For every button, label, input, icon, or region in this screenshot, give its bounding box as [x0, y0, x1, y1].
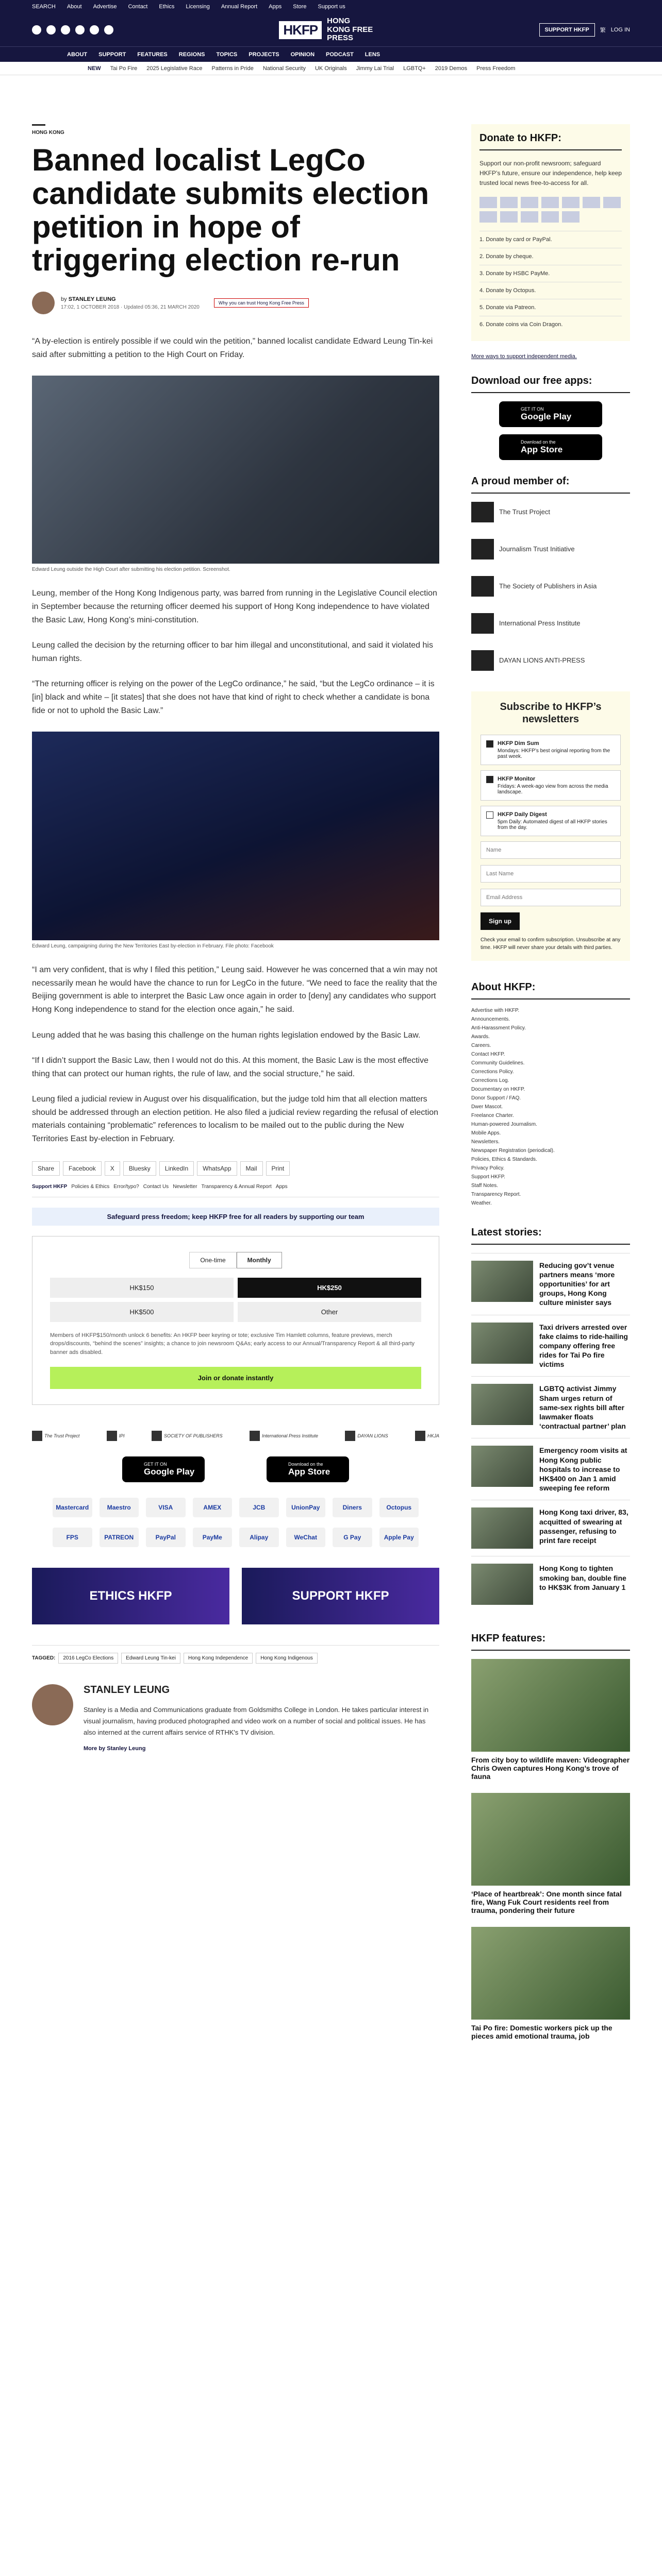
story-thumbnail[interactable]: [471, 1261, 533, 1302]
topbar-contact[interactable]: Contact: [128, 4, 148, 10]
about-item[interactable]: Donor Support / FAQ.: [471, 1095, 521, 1101]
trending-label: NEW: [88, 65, 101, 72]
member-trust-project[interactable]: [471, 502, 630, 522]
badge-small: GET IT ON: [521, 406, 544, 412]
about-item[interactable]: Announcements.: [471, 1016, 510, 1022]
tag[interactable]: Hong Kong Indigenous: [256, 1653, 318, 1664]
facebook-icon[interactable]: [32, 25, 41, 35]
paragraph: “If I didn’t support the Basic Law, then I would not do this. At this moment, the Basic Law is the most effective thing that can protect our human rights, the rule of law, and the social structure,” he said.: [32, 1056, 428, 1078]
trending-item[interactable]: Patterns in Pride: [211, 65, 254, 72]
app-store-badges: [32, 1456, 439, 1482]
about-item[interactable]: Human-powered Journalism.: [471, 1121, 537, 1127]
share-bluesky[interactable]: Bluesky: [123, 1161, 156, 1176]
apple-pay-icon[interactable]: Apple Pay: [379, 1528, 419, 1547]
youtube-icon[interactable]: [75, 25, 85, 35]
paragraph: “A by-election is entirely possible if we could win the petition,” banned localist candidate Edward Leung Tin-kei said after submitting a petition to the High Court on Friday.: [32, 337, 433, 359]
patreon-icon[interactable]: PATREON: [100, 1528, 139, 1547]
jti-logo: [471, 539, 494, 560]
error-link[interactable]: Error/typo?: [113, 1183, 139, 1190]
partner-label: DAYAN LIONS: [357, 1433, 388, 1439]
paragraph: Leung called the decision by the returning officer to bar him illegal and unconstitutional, and said it violated his human rights.: [32, 641, 433, 663]
story-title[interactable]: Emergency room visits at Hong Kong public hospitals to increase to HK$400 on Jan 1 amid sweeping fee reform: [539, 1446, 627, 1493]
photo-caption: Edward Leung outside the High Court after submitting his election petition. Screenshot.: [32, 567, 230, 573]
site-header: [0, 13, 662, 46]
amount-250[interactable]: HK$250: [238, 1278, 421, 1298]
badge-small: Download on the: [288, 1462, 323, 1467]
top-bar: [0, 0, 662, 13]
story-title[interactable]: Hong Kong taxi driver, 83, acquitted of swearing at passenger, refusing to print fare receipt: [539, 1508, 628, 1545]
story-thumbnail[interactable]: [471, 1323, 533, 1364]
member-sopa[interactable]: [471, 576, 630, 597]
visa-icon[interactable]: VISA: [146, 1498, 186, 1517]
topbar-about[interactable]: About: [67, 4, 82, 10]
latest-heading: Latest stories:: [471, 1227, 630, 1245]
story-title[interactable]: LGBTQ activist Jimmy Sham urges return of same-sex rights bill after lawmaker floats ‘contractual partner’ plan: [539, 1384, 626, 1431]
story-title[interactable]: Taxi drivers arrested over fake claims to ride-hailing company offering free rides for Tai Po fire victims: [539, 1323, 628, 1369]
feature-title[interactable]: ‘Place of heartbreak’: One month since fatal fire, Wang Fuk Court residents reel from trauma, pondering their future: [471, 1890, 622, 1915]
signup-button[interactable]: Sign up: [481, 912, 520, 930]
donate-method[interactable]: 5. Donate via Patreon.: [479, 299, 622, 316]
ipi-icon: [107, 1431, 117, 1441]
contact-link[interactable]: Contact Us: [143, 1183, 169, 1190]
about-item[interactable]: Support HKFP.: [471, 1174, 505, 1180]
donate-sidebox: [471, 124, 630, 341]
card-icon: [521, 197, 538, 208]
topbar-advertise[interactable]: Advertise: [93, 4, 117, 10]
topbar-store[interactable]: Store: [293, 4, 307, 10]
checkbox-checked-icon[interactable]: [486, 740, 493, 748]
partner-logos: [32, 1431, 439, 1441]
first-name-field[interactable]: Name: [481, 841, 621, 859]
option-title: HKFP Daily Digest: [498, 811, 547, 818]
latest-story[interactable]: [471, 1315, 630, 1377]
newsletter-option[interactable]: [481, 735, 621, 765]
support-hkfp-link[interactable]: Support HKFP: [32, 1183, 68, 1190]
option-title: HKFP Dim Sum: [498, 740, 539, 747]
frequency-toggle: [50, 1252, 421, 1268]
about-item[interactable]: Contact HKFP.: [471, 1051, 505, 1057]
paragraph: “I am very confident, that is why I filed this petition,” Leung said. However he was concerned that a win may not necessarily mean he would have the chance to run for LegCo in the future. “We need to face the reality that the Beijing government is able to interpret the Basic Law once again in order to [deny] any candidates who support Hong Kong independence to stand for the election once again,” he said.: [32, 965, 438, 1014]
card-icon: [583, 197, 600, 208]
nav-podcast[interactable]: PODCAST: [326, 51, 354, 58]
join-donate-button[interactable]: Join or donate instantly: [50, 1367, 421, 1389]
about-item[interactable]: Mobile Apps.: [471, 1130, 501, 1136]
trust-project-icon: [32, 1431, 42, 1441]
nav-about[interactable]: ABOUT: [67, 51, 88, 58]
trending-item[interactable]: Jimmy Lai Trial: [356, 65, 394, 72]
option-desc: 5pm Daily: Automated digest of all HKFP stories from the day.: [498, 819, 607, 831]
topbar-licensing[interactable]: Licensing: [186, 4, 210, 10]
support-button[interactable]: SUPPORT HKFP: [539, 23, 595, 37]
card-icon: [562, 197, 580, 208]
badge-small: GET IT ON: [144, 1462, 167, 1467]
member-label: The Society of Publishers in Asia: [499, 582, 597, 590]
main-nav: [0, 46, 662, 62]
tag[interactable]: Hong Kong Independence: [184, 1653, 253, 1664]
social-icons: [32, 25, 113, 35]
press-institute-icon: [250, 1431, 260, 1441]
about-item[interactable]: Advertise with HKFP.: [471, 1007, 520, 1013]
member-jti[interactable]: [471, 539, 630, 560]
newsletter-option[interactable]: [481, 806, 621, 836]
newsletter-option[interactable]: [481, 770, 621, 801]
sidebar: [471, 124, 630, 2053]
newsletter-box: [471, 691, 630, 961]
member-ipi[interactable]: [471, 613, 630, 634]
transparency-link[interactable]: Transparency & Annual Report: [201, 1183, 272, 1190]
author-box-avatar[interactable]: [32, 1684, 73, 1725]
share-label[interactable]: Share: [32, 1161, 60, 1176]
paragraph: Leung filed a judicial review in August over his disqualification, but the judge told him that all election matters should be addressed through an election petition. He also filed a judicial review regarding the refusal of election materials containing “problematic” references to localism to be mailed out to the public during the New Territories East by-election in February.: [32, 1095, 439, 1144]
photo-edward-leung-high-court: [32, 376, 439, 564]
member-list: [471, 502, 630, 671]
feature-image[interactable]: [471, 1927, 630, 2020]
header-actions: [539, 23, 630, 37]
features-heading: HKFP features:: [471, 1633, 630, 1651]
option-desc: Mondays: HKFP’s best original reporting from the past week.: [498, 748, 610, 759]
wechat-pay-icon[interactable]: WeChat: [286, 1528, 326, 1547]
unionpay-icon[interactable]: UnionPay: [286, 1498, 326, 1517]
about-item[interactable]: Dwer Mascot.: [471, 1104, 503, 1110]
trending-item[interactable]: National Security: [262, 65, 306, 72]
dayan-logo: [471, 650, 494, 671]
option-desc: Fridays: A week-ago view from across the media landscape.: [498, 783, 608, 795]
member-label: DAYAN LIONS ANTI-PRESS: [499, 656, 585, 665]
topbar-support[interactable]: Support us: [318, 4, 345, 10]
policies-link[interactable]: Policies & Ethics: [71, 1183, 110, 1190]
partner-label: International Press Institute: [261, 1433, 319, 1439]
tag[interactable]: Edward Leung Tin-kei: [121, 1653, 180, 1664]
instagram-icon[interactable]: [61, 25, 70, 35]
share-x[interactable]: X: [105, 1161, 120, 1176]
octopus-icon[interactable]: Octopus: [379, 1498, 419, 1517]
mastercard-icon[interactable]: Mastercard: [53, 1498, 92, 1517]
about-item[interactable]: Transparency Report.: [471, 1191, 521, 1197]
partner-label: SOCIETY OF PUBLISHERS: [163, 1433, 223, 1439]
donate-heading: Donate to HKFP:: [479, 132, 622, 150]
alipay-icon[interactable]: Alipay: [239, 1528, 279, 1547]
monthly-tab[interactable]: Monthly: [237, 1252, 282, 1268]
trending-item[interactable]: Press Freedom: [476, 65, 516, 72]
topbar-search[interactable]: SEARCH: [32, 4, 56, 10]
about-item[interactable]: Documentary on HKFP.: [471, 1086, 525, 1092]
latest-story[interactable]: [471, 1500, 630, 1556]
membership-note: Members of HKFP$150/month unlock 6 benefits: An HKFP beer keyring or tote; exclusive Tim Hamlett columns, feature previews, merch drops/discounts, “behind the scenes” insights; a chance to join newsroom Q&As; early access to our Annual/Transparency Report & all third-party banner ads disabled.: [50, 1332, 415, 1355]
x-icon[interactable]: [46, 25, 56, 35]
about-item[interactable]: Corrections Log.: [471, 1077, 509, 1083]
donate-method[interactable]: 6. Donate coins via Coin Dragon.: [479, 316, 622, 333]
tags-label: TAGGED:: [32, 1655, 56, 1662]
partner-label: HKJA: [427, 1433, 439, 1439]
about-item[interactable]: Privacy Policy.: [471, 1165, 505, 1171]
about-item[interactable]: Weather.: [471, 1200, 492, 1206]
topbar-apps[interactable]: Apps: [269, 4, 282, 10]
google-play-badge[interactable]: [122, 1456, 205, 1482]
story-thumbnail[interactable]: [471, 1446, 533, 1487]
donate-text: Support our non-profit newsroom; safeguard HKFP’s future, ensure our independence, help keep trusted local news free-to-access for all.: [479, 160, 622, 187]
about-item[interactable]: Policies, Ethics & Standards.: [471, 1156, 537, 1162]
author-name[interactable]: STANLEY LEUNG: [68, 296, 116, 302]
badge-small: Download on the: [521, 439, 556, 445]
paragraph: “The returning officer is relying on the power of the LegCo ordinance,” he said, “but the LegCo ordinance – it is [in] black and white – [it states] that she does not have that kind of right to check whether a candidate is bona fide or not to uphold the Basic Law.”: [32, 680, 435, 715]
feature-item[interactable]: [471, 1793, 630, 1914]
google-pay-icon[interactable]: G Pay: [333, 1528, 372, 1547]
sidebar-app-store-badge[interactable]: [499, 434, 602, 460]
jcb-icon[interactable]: JCB: [239, 1498, 279, 1517]
paragraph: Leung added that he was basing this challenge on the human rights legislation endowed by the Basic Law.: [32, 1030, 421, 1040]
partner-sopa[interactable]: [152, 1431, 223, 1441]
trending-item[interactable]: UK Originals: [315, 65, 347, 72]
option-title: HKFP Monitor: [498, 775, 536, 782]
ethics-banner[interactable]: ETHICS HKFP: [32, 1568, 229, 1624]
trending-bar: [0, 62, 662, 75]
about-item[interactable]: Newsletters.: [471, 1139, 500, 1145]
card-icon: [603, 197, 621, 208]
about-item[interactable]: Newspaper Registration (periodical).: [471, 1147, 555, 1154]
newsletter-heading: Subscribe to HKFP’s newsletters: [500, 701, 602, 725]
card-icon: [500, 197, 518, 208]
about-item[interactable]: Anti-Harassment Policy.: [471, 1025, 526, 1031]
trending-item[interactable]: LGBTQ+: [403, 65, 426, 72]
share-print[interactable]: Print: [266, 1161, 290, 1176]
sopa-logo: [471, 576, 494, 597]
story-title[interactable]: Reducing gov’t venue partners means ‘more opportunities’ for art groups, Hong Kong culture minister says: [539, 1261, 615, 1307]
byline: [32, 292, 439, 314]
nav-topics[interactable]: TOPICS: [216, 51, 238, 58]
payment-methods: [32, 1498, 439, 1547]
partner-dayan[interactable]: [345, 1431, 388, 1441]
nav-opinion[interactable]: OPINION: [290, 51, 315, 58]
card-icon: [541, 197, 559, 208]
card-icon: [479, 197, 497, 208]
partner-hkja[interactable]: [415, 1431, 439, 1441]
app-store-badge[interactable]: [267, 1456, 349, 1482]
card-icon: [500, 211, 518, 223]
sidebar-google-play-badge[interactable]: [499, 401, 602, 427]
article-dates: 17:02, 1 OCTOBER 2018 · Updated 05:36, 21 MARCH 2020: [61, 304, 200, 310]
about-list: [471, 1008, 630, 1206]
latest-story[interactable]: [471, 1376, 630, 1438]
latest-story[interactable]: [471, 1253, 630, 1315]
trust-project-logo: [471, 502, 494, 522]
author-box-name[interactable]: STANLEY LEUNG: [84, 1684, 170, 1696]
diners-icon[interactable]: Diners: [333, 1498, 372, 1517]
amount-500[interactable]: HK$500: [50, 1302, 234, 1322]
donate-method[interactable]: 3. Donate by HSBC PayMe.: [479, 265, 622, 282]
linkedin-icon[interactable]: [90, 25, 99, 35]
topbar-ethics[interactable]: Ethics: [159, 4, 175, 10]
threads-icon[interactable]: [104, 25, 113, 35]
amount-other[interactable]: Other: [238, 1302, 421, 1322]
feature-title[interactable]: Tai Po fire: Domestic workers pick up the pieces amid emotional trauma, job: [471, 2024, 613, 2041]
badge-big: Google Play: [521, 411, 572, 421]
card-icon: [521, 211, 538, 223]
maestro-icon[interactable]: Maestro: [100, 1498, 139, 1517]
card-icon: [479, 211, 497, 223]
member-heading: A proud member of:: [471, 476, 630, 494]
partner-label: IPI: [119, 1433, 125, 1439]
promo-banners: [32, 1568, 439, 1624]
latest-story[interactable]: [471, 1438, 630, 1500]
donate-method[interactable]: 1. Donate by card or PayPal.: [479, 231, 622, 248]
checkbox-checked-icon[interactable]: [486, 776, 493, 783]
member-dayan[interactable]: [471, 650, 630, 671]
member-label: The Trust Project: [499, 508, 550, 516]
safeguard-banner[interactable]: Safeguard press freedom; keep HKFP free for all readers by supporting our team: [32, 1208, 439, 1226]
kicker-divider: [32, 124, 45, 126]
member-label: Journalism Trust Initiative: [499, 545, 575, 553]
feature-image[interactable]: [471, 1659, 630, 1752]
badge-big: Google Play: [144, 1467, 195, 1477]
about-item[interactable]: Freelance Charter.: [471, 1112, 514, 1118]
article-main: [32, 124, 439, 2053]
feature-item[interactable]: [471, 1927, 630, 2040]
logo-text: HONG KONG FREE PRESS: [327, 16, 373, 43]
fps-icon[interactable]: FPS: [53, 1528, 92, 1547]
sopa-icon: [152, 1431, 162, 1441]
article-title: Banned localist LegCo candidate submits election petition in hope of triggering election re-run: [32, 143, 429, 278]
site-logo[interactable]: [279, 17, 373, 43]
payme-icon[interactable]: PayMe: [193, 1528, 233, 1547]
card-logos: [479, 197, 622, 223]
newsletter-note: Check your email to confirm subscription. Unsubscribe at any time. HKFP will never share your details with third parties.: [481, 937, 621, 951]
donate-method[interactable]: 4. Donate by Octopus.: [479, 282, 622, 299]
checkbox-icon[interactable]: [486, 811, 493, 819]
share-bar: [32, 1161, 439, 1176]
card-icon: [562, 211, 580, 223]
login-link[interactable]: LOG IN: [610, 27, 630, 33]
hkja-icon: [415, 1431, 425, 1441]
story-thumbnail[interactable]: [471, 1384, 533, 1425]
donate-method[interactable]: 2. Donate by cheque.: [479, 248, 622, 265]
dayan-icon: [345, 1431, 355, 1441]
latest-story[interactable]: [471, 1556, 630, 1612]
story-thumbnail[interactable]: [471, 1564, 533, 1605]
nav-support[interactable]: SUPPORT: [98, 51, 126, 58]
support-links: [32, 1184, 439, 1197]
newsletter-link[interactable]: Newsletter: [173, 1183, 197, 1190]
about-heading: About HKFP:: [471, 981, 630, 999]
badge-big: App Store: [288, 1467, 330, 1477]
about-item[interactable]: Corrections Policy.: [471, 1069, 514, 1075]
feature-title[interactable]: From city boy to wildlife maven: Videographer Chris Owen captures Hong Kong’s trove of fauna: [471, 1756, 630, 1781]
card-icon: [541, 211, 559, 223]
about-item[interactable]: Community Guidelines.: [471, 1060, 525, 1066]
partner-ipi[interactable]: [107, 1431, 125, 1441]
ipi-logo: [471, 613, 494, 634]
paypal-icon[interactable]: PayPal: [146, 1528, 186, 1547]
trending-item[interactable]: 2019 Demos: [435, 65, 468, 72]
paragraph: Leung, member of the Hong Kong Indigenous party, was barred from running in the Legislative Council election in September because the returning officer deemed his support of Hong Kong independence to have violated the Basic Law, Hong Kong’s mini-constitution.: [32, 589, 437, 624]
amount-options: [50, 1278, 421, 1322]
photo-caption: Edward Leung, campaigning during the New Territories East by-election in February. File photo: Facebook: [32, 943, 274, 950]
member-label: International Press Institute: [499, 619, 581, 628]
about-item[interactable]: Staff Notes.: [471, 1182, 499, 1189]
nav-features[interactable]: FEATURES: [137, 51, 168, 58]
last-name-field[interactable]: Last Name: [481, 865, 621, 883]
photo-edward-leung-campaign: [32, 732, 439, 940]
more-by-author-link[interactable]: More by Stanley Leung: [84, 1745, 146, 1752]
support-banner[interactable]: SUPPORT HKFP: [242, 1568, 439, 1624]
donation-widget: [32, 1236, 439, 1405]
feature-image[interactable]: [471, 1793, 630, 1886]
one-time-tab[interactable]: One-time: [189, 1252, 236, 1268]
partner-press-institute[interactable]: [250, 1431, 318, 1441]
nav-regions[interactable]: REGIONS: [178, 51, 205, 58]
language-toggle[interactable]: 繁: [600, 27, 606, 33]
byline-by: by: [61, 296, 67, 302]
trending-item[interactable]: Tai Po Fire: [110, 65, 138, 72]
logo-box: HKFP: [279, 21, 322, 39]
about-item[interactable]: Awards.: [471, 1033, 490, 1040]
amex-icon[interactable]: AMEX: [193, 1498, 233, 1517]
topbar-annual-report[interactable]: Annual Report: [221, 4, 258, 10]
story-thumbnail[interactable]: [471, 1507, 533, 1549]
article-category[interactable]: HONG KONG: [32, 130, 64, 135]
share-linkedin[interactable]: LinkedIn: [159, 1161, 194, 1176]
author-box: [32, 1684, 439, 1752]
more-ways-link[interactable]: More ways to support independent media.: [471, 353, 577, 360]
share-whatsapp[interactable]: WhatsApp: [197, 1161, 237, 1176]
author-avatar[interactable]: [32, 292, 55, 314]
nav-projects[interactable]: PROJECTS: [249, 51, 279, 58]
apps-link[interactable]: Apps: [275, 1183, 288, 1190]
article-tags: [32, 1645, 439, 1664]
partner-label: The Trust Project: [44, 1433, 80, 1439]
nav-lens[interactable]: LENS: [365, 51, 380, 58]
story-title[interactable]: Hong Kong to tighten smoking ban, double fine to HK$3K from January 1: [539, 1564, 626, 1591]
author-bio: Stanley is a Media and Communications graduate from Goldsmiths College in London. He takes particular interest in visual journalism, having produced photographed and video work on a number of social and political issues. He has also interned at the current affairs service of RTHK's TV division.: [84, 1706, 429, 1737]
feature-item[interactable]: [471, 1659, 630, 1781]
trust-link[interactable]: Why you can trust Hong Kong Free Press: [214, 298, 309, 308]
about-item[interactable]: Careers.: [471, 1042, 491, 1048]
partner-trust-project[interactable]: [32, 1431, 79, 1441]
share-facebook[interactable]: Facebook: [63, 1161, 102, 1176]
email-field[interactable]: Email Address: [481, 889, 621, 906]
amount-150[interactable]: HK$150: [50, 1278, 234, 1298]
tag[interactable]: 2016 LegCo Elections: [58, 1653, 118, 1664]
apps-heading: Download our free apps:: [471, 375, 630, 393]
trending-item[interactable]: 2025 Legislative Race: [146, 65, 203, 72]
badge-big: App Store: [521, 444, 563, 454]
share-mail[interactable]: Mail: [240, 1161, 263, 1176]
